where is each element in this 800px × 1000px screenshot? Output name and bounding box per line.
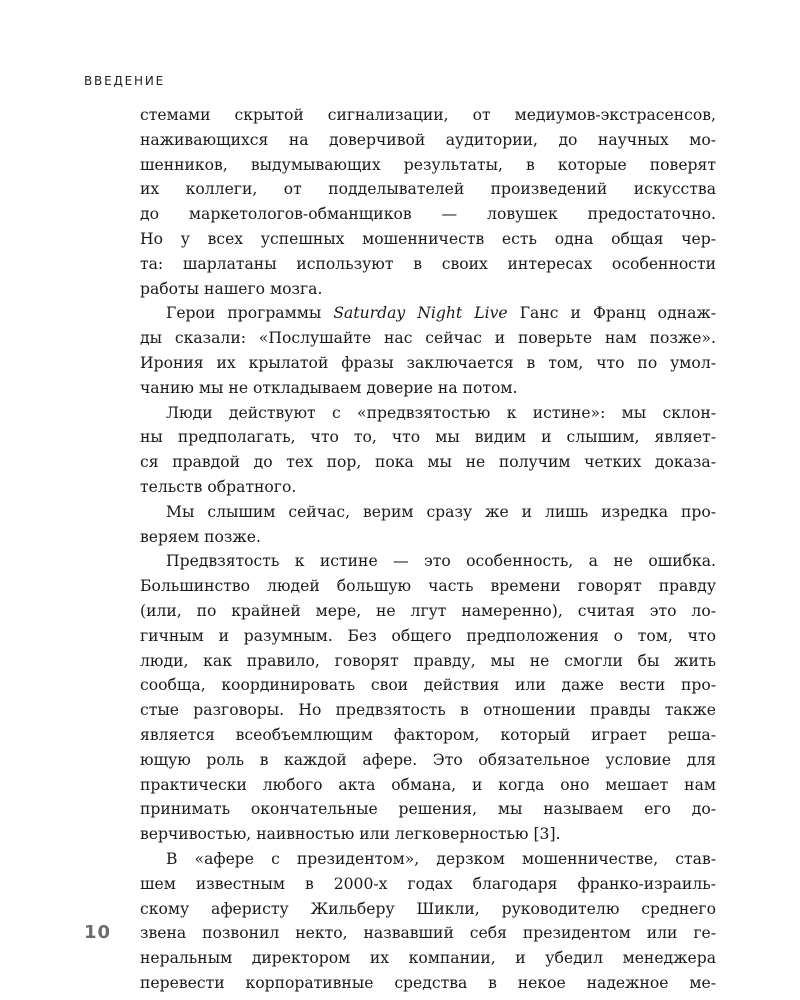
text-line: практически любого акта обмана, и когда оно мешает нам xyxy=(140,775,716,794)
text-line: гичным и разумным. Без общего предположения о том, что xyxy=(140,626,716,645)
running-header: ВВЕДЕНИЕ xyxy=(84,74,165,88)
text-line: тельств обратного. xyxy=(140,477,297,496)
text-line: Ирония их крылатой фразы заключается в том, что по умол- xyxy=(140,353,716,372)
text-line: шенников, выдумывающих результаты, в которые поверят xyxy=(140,155,716,174)
text-line: неральным директором их компании, и убедил менеджера xyxy=(140,949,716,968)
text-line: звена позвонил некто, назвавший себя президентом или ге- xyxy=(140,924,716,943)
text-line: чанию мы не откладываем доверие на потом. xyxy=(140,378,518,397)
text-line: ны предполагать, что то, что мы видим и слышим, являет- xyxy=(140,428,716,447)
text-line: перевести корпоративные средства в некое надежное ме- xyxy=(140,973,716,992)
text-line: ды сказали: «Послушайте нас сейчас и поверьте нам позже». xyxy=(140,329,716,348)
paragraph xyxy=(140,500,716,550)
text-line: (или, по крайней мере, не лгут намеренно), считая это ло- xyxy=(140,601,716,620)
text-line: ся правдой до тех пор, пока мы не получим четких доказа- xyxy=(140,453,716,472)
text-line: сообща, координировать свои действия или даже вести про- xyxy=(140,676,716,695)
text-line: Большинство людей большую часть времени говорят правду xyxy=(140,577,716,596)
text-line: люди, как правило, говорят правду, мы не смогли бы жить xyxy=(140,651,716,670)
paragraph xyxy=(140,401,716,500)
paragraph xyxy=(140,549,716,847)
text-line: является всеобъемлющим фактором, который играет реша- xyxy=(140,725,716,744)
text-line: шем известным в 2000-х годах благодаря франко-израиль- xyxy=(140,874,716,893)
text-line: ющую роль в каждой афере. Это обязательное условие для xyxy=(140,750,716,769)
text-line: Герои программы Saturday Night Live Ганс и Франц однаж- xyxy=(166,304,716,323)
text-line: верчивостью, наивностью или легковерностью [3]. xyxy=(140,825,561,844)
text-line: стые разговоры. Но предвзятость в отношении правды также xyxy=(140,701,716,720)
text-line: Люди действуют с «предвзятостью к истине»: мы склон- xyxy=(166,403,716,422)
text-line: скому аферисту Жильберу Шикли, руководителю среднего xyxy=(140,899,716,918)
paragraph xyxy=(140,103,716,301)
text-line: Но у всех успешных мошенничеств есть одна общая чер- xyxy=(140,229,716,248)
page-number: 10 xyxy=(84,922,112,943)
text-line: Предвзятость к истине — это особенность, а не ошибка. xyxy=(166,552,716,571)
text-line: Мы слышим сейчас, верим сразу же и лишь изредка про- xyxy=(166,502,716,521)
text-line: стемами скрытой сигнализации, от медиумов-экстрасенсов, xyxy=(140,106,716,124)
body-text xyxy=(140,103,716,996)
paragraph xyxy=(140,301,716,400)
text-line: В «афере с президентом», дерзком мошенничестве, став- xyxy=(166,849,716,868)
text-line: до маркетологов-обманщиков — ловушек предостаточно. xyxy=(140,205,716,224)
text-line: наживающихся на доверчивой аудитории, до научных мо- xyxy=(140,130,716,149)
text-line: та: шарлатаны используют в своих интересах особенности xyxy=(140,254,716,273)
text-line: их коллеги, от подделывателей произведений искусства xyxy=(140,180,716,199)
text-line: веряем позже. xyxy=(140,527,261,546)
text-line: работы нашего мозга. xyxy=(140,279,323,298)
text-line: принимать окончательные решения, мы называем его до- xyxy=(140,800,716,819)
paragraph xyxy=(140,847,716,996)
